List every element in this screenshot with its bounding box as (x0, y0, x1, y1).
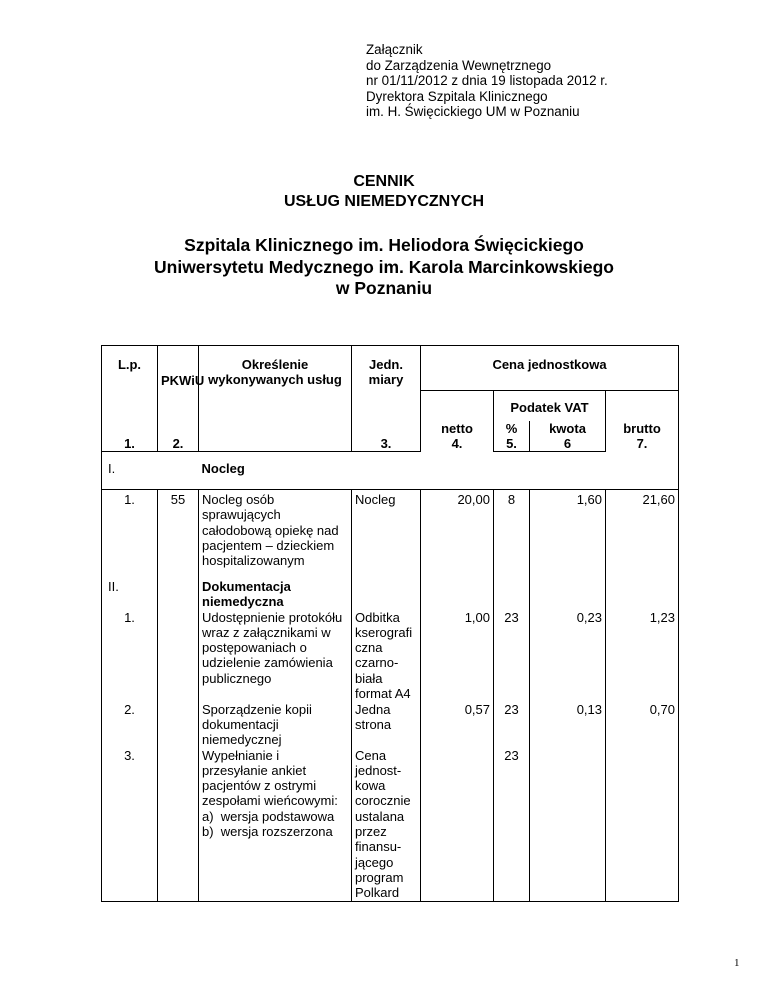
attachment-note-line: Dyrektora Szpitala Klinicznego (366, 88, 548, 104)
header-pkwiu: PKWiU (158, 346, 199, 391)
col-number-description (199, 421, 352, 452)
row-unit: Odbitka kserografi czna czarno-biała format A4 (352, 610, 421, 702)
section-spacer (606, 579, 679, 610)
row-description: Sporządzenie kopii dokumentacji niemedycznej (199, 702, 352, 748)
document-subtitle (0, 235, 768, 300)
section-number: II. (102, 579, 158, 610)
row-vat-amount: 0,13 (530, 702, 606, 748)
header-description: Określenie wykonywanych usług (199, 346, 352, 421)
row-netto: 1,00 (421, 610, 494, 702)
col-number-vat-percent: 5. (506, 435, 517, 451)
row-pkwiu: 55 (158, 490, 199, 579)
document-subtitle-line: w Poznaniu (335, 278, 433, 298)
row-lp: 2. (102, 702, 158, 748)
row-netto: 20,00 (421, 490, 494, 579)
header-vat: Podatek VAT (494, 391, 606, 421)
row-vat-amount (530, 748, 606, 901)
header-brutto (606, 391, 679, 452)
attachment-note (366, 42, 608, 120)
row-brutto: 21,60 (606, 490, 679, 579)
attachment-note-line: nr 01/11/2012 z dnia 19 listopada 2012 r. (366, 73, 608, 89)
row-brutto: 0,70 (606, 702, 679, 748)
row-description-text: Wypełnianie i przesyłanie ankiet pacjentów z ostrymi zespołami wieńcowymi: (202, 747, 338, 809)
row-lp: 1. (102, 610, 158, 702)
header-unit: Jedn. miary (352, 346, 421, 421)
row-option: b) wersja rozszerzona (202, 824, 333, 840)
header-lp: L.p. (102, 346, 158, 391)
row-vat-percent: 23 (494, 610, 530, 702)
attachment-note-line: Załącznik (366, 42, 423, 57)
row-pkwiu (158, 610, 199, 702)
table-row (102, 702, 679, 748)
attachment-note-line: im. H. Święcickiego UM w Poznaniu (366, 104, 580, 120)
document-subtitle-line: Szpitala Klinicznego im. Heliodora Święcickiego (184, 235, 584, 255)
row-vat-amount: 0,23 (530, 610, 606, 702)
col-number-brutto: 7. (636, 436, 648, 452)
row-vat-percent: 23 (494, 748, 530, 901)
section-spacer (494, 579, 530, 610)
section-spacer (158, 452, 199, 490)
table-row (102, 748, 679, 901)
col-number-lp: 1. (102, 421, 158, 452)
header-vat-amount (530, 421, 606, 452)
table-row (102, 610, 679, 702)
row-vat-percent: 23 (494, 702, 530, 748)
row-description: Udostępnienie protokółu wraz z załącznikami w postępowaniach o udzielenie zamówienia publicznego (199, 610, 352, 702)
col-number-netto: 4. (451, 436, 463, 452)
col-number-vat-amount: 6 (563, 435, 572, 451)
header-netto-label: netto (441, 421, 473, 436)
header-lp-spacer (102, 391, 158, 421)
header-unit-price: Cena jednostkowa (421, 346, 679, 391)
col-number-pkwiu: 2. (158, 421, 199, 452)
header-brutto-label: brutto (623, 421, 661, 436)
row-description (199, 748, 352, 901)
row-brutto (606, 748, 679, 901)
price-table (101, 345, 679, 902)
table-row (102, 490, 679, 579)
section-spacer (158, 579, 199, 610)
section-spacer (530, 579, 606, 610)
col-number-unit: 3. (352, 421, 421, 452)
page-number: 1 (734, 957, 740, 969)
section-label: Dokumentacja niemedyczna (199, 579, 352, 610)
row-vat-percent: 8 (494, 490, 530, 579)
header-vat-percent (494, 421, 530, 452)
attachment-note-line: do Zarządzenia Wewnętrznego (366, 57, 552, 73)
row-vat-amount: 1,60 (530, 490, 606, 579)
row-description: Nocleg osób sprawujących całodobową opiekę nad pacjentem – dzieckiem hospitalizowanym (199, 490, 352, 579)
row-unit: Cena jednost-kowa corocznie ustalana przez finansu-jącego program Polkard (352, 748, 421, 901)
header-vat-percent-label: % (505, 420, 518, 436)
document-title-line: CENNIK (353, 173, 415, 190)
document-title (0, 172, 768, 212)
row-lp: 1. (102, 490, 158, 579)
document-subtitle-line: Uniwersytetu Medycznego im. Karola Marcinkowskiego (154, 256, 614, 277)
row-unit: Jedna strona (352, 702, 421, 748)
row-pkwiu (158, 748, 199, 901)
header-vat-amount-label: kwota (549, 420, 586, 436)
row-brutto: 1,23 (606, 610, 679, 702)
row-netto (421, 748, 494, 901)
section-spacer (421, 579, 494, 610)
header-pkwiu-spacer (158, 391, 199, 421)
document-title-line: USŁUG NIEMEDYCZNYCH (283, 193, 484, 210)
row-lp: 3. (102, 748, 158, 901)
row-netto: 0,57 (421, 702, 494, 748)
header-netto (421, 391, 494, 452)
section-number: I. (102, 452, 158, 490)
row-pkwiu (158, 702, 199, 748)
row-unit: Nocleg (352, 490, 421, 579)
section-spacer (352, 579, 421, 610)
section-label: Nocleg (199, 452, 679, 490)
row-option: a) wersja podstawowa (202, 808, 335, 824)
